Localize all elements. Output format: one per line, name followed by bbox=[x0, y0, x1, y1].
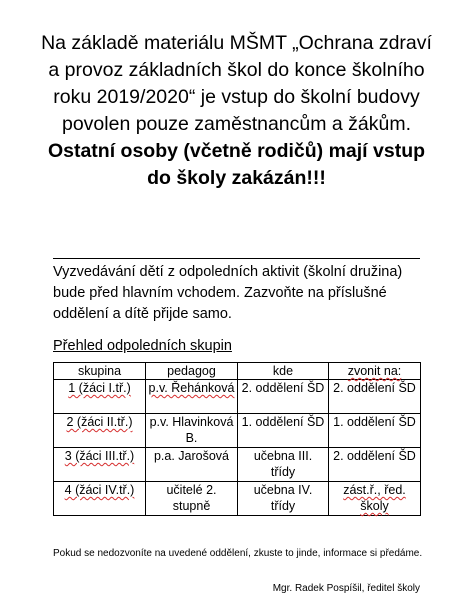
cell-location: 1. oddělení ŠD bbox=[238, 414, 329, 448]
table-row bbox=[54, 482, 421, 516]
table-header-row bbox=[54, 363, 421, 380]
cell-teacher: učitelé 2. stupně bbox=[146, 482, 238, 516]
cell-group bbox=[54, 380, 146, 414]
pickup-instructions: Vyzvedávání dětí z odpoledních aktivit (školní družina) bude před hlavním vchodem. Zazvoňte na příslušné oddělení a dítě přijde samo. bbox=[53, 264, 403, 322]
cell-location: učebna III. třídy bbox=[238, 448, 329, 482]
cell-group bbox=[54, 482, 146, 516]
cell-ring: 2. oddělení ŠD bbox=[329, 448, 421, 482]
teacher-label: p.v. Řehánková bbox=[148, 381, 235, 395]
table-caption: Přehled odpoledních skupin bbox=[53, 338, 232, 354]
cell-ring: 1. oddělení ŠD bbox=[329, 414, 421, 448]
notice-warning: Ostatní osoby (včetně rodičů) mají vstup do školy zakázán!!! bbox=[47, 140, 426, 189]
cell-teacher bbox=[146, 380, 238, 414]
group-label: 2 (žáci II.tř.) bbox=[66, 415, 133, 429]
column-header-group: skupina bbox=[54, 363, 146, 380]
cell-group bbox=[54, 414, 146, 448]
ring-label: zást.ř., řed. školy bbox=[343, 483, 406, 513]
cell-group bbox=[54, 448, 146, 482]
cell-teacher: p.a. Jarošová bbox=[146, 448, 238, 482]
column-header-location: kde bbox=[238, 363, 329, 380]
cell-ring: 2. oddělení ŠD bbox=[329, 380, 421, 414]
table-row bbox=[54, 380, 421, 414]
notice-headline bbox=[40, 30, 433, 192]
table-row bbox=[54, 414, 421, 448]
section-divider bbox=[53, 258, 420, 259]
footnote: Pokud se nedozvoníte na uvedené oddělení, zkuste to jinde, informace si předáme. bbox=[53, 548, 423, 559]
table-row bbox=[54, 448, 421, 482]
cell-teacher: p.v. Hlavinková B. bbox=[146, 414, 238, 448]
group-label: 1 (žáci I.tř.) bbox=[68, 381, 131, 395]
cell-location: učebna IV. třídy bbox=[238, 482, 329, 516]
signature: Mgr. Radek Pospíšil, ředitel školy bbox=[272, 583, 420, 594]
afternoon-groups-table bbox=[53, 362, 421, 516]
cell-ring bbox=[329, 482, 421, 516]
cell-location: 2. oddělení ŠD bbox=[238, 380, 329, 414]
column-header-ring bbox=[329, 363, 421, 380]
group-label: 3 (žáci III.tř.) bbox=[64, 449, 135, 463]
notice-intro: Na základě materiálu MŠMT „Ochrana zdraví a provoz základních škol do konce školního roku 2019/2020“ je vstup do školní budovy povolen pouze zaměstnancům a žákům. bbox=[41, 32, 432, 135]
group-label: 4 (žáci IV.tř.) bbox=[64, 483, 135, 497]
ring-header-text: zvonit na: bbox=[347, 364, 402, 378]
column-header-teacher: pedagog bbox=[146, 363, 238, 380]
